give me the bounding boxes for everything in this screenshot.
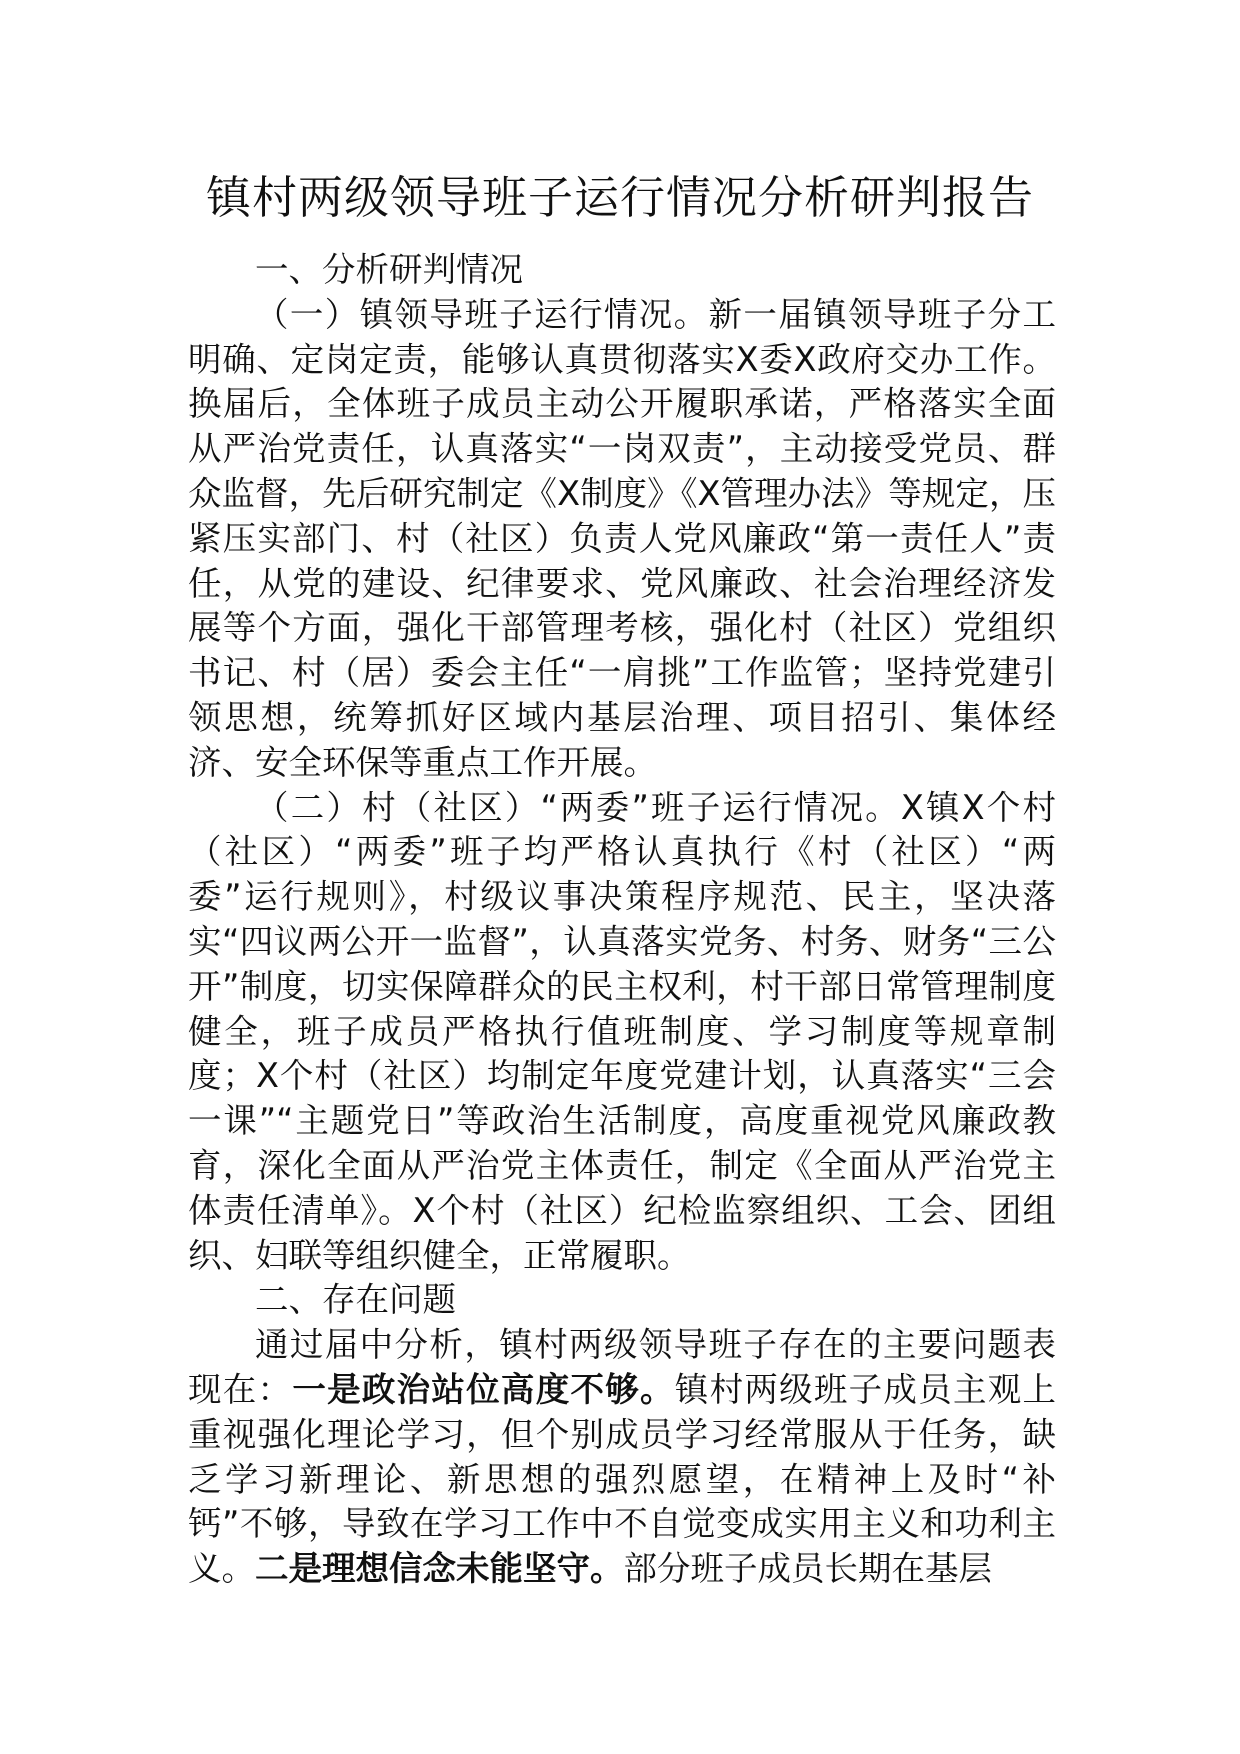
problem-2-text: 部分班子成员长期在基层 xyxy=(623,1549,992,1589)
problem-2-heading: 二是理想信念未能坚守。 xyxy=(255,1549,624,1589)
problems-intro: 通过届中分析，镇村两级领导班子存在的主要问题表现在： xyxy=(188,1325,1056,1409)
paragraph-problems xyxy=(188,1323,1056,1592)
document-body xyxy=(188,248,1056,1592)
section-heading-analysis: 一、分析研判情况 xyxy=(255,250,523,289)
document-title: 镇村两级领导班子运行情况分析研判报告 xyxy=(205,171,1034,224)
problem-1-heading: 一是政治站位高度不够。 xyxy=(292,1369,675,1409)
section-heading-problems: 二、存在问题 xyxy=(255,1280,456,1320)
paragraph-village-committees: （二）村（社区）“两委”班子运行情况。X镇X个村（社区）“两委”班子均严格认真执行《村（社区）“两委”运行规则》，村级议事决策程序规范、民主，坚决落实“四议两公开一监督”，认真落实党务、村务、财务“三公开”制度，切实保障群众的民主权利，村干部日常管理制度健全，班子成员严格执行值班制度、学习制度等规章制度；X个村（社区）均制定年度党建计划，认真落实“三会一课”“主题党日”等政治生活制度，高度重视党风廉政教育，深化全面从严治党主体责任，制定《全面从严治党主体责任清单》。X个村（社区）纪检监察组织、工会、团组织、妇联等组织健全，正常履职。 xyxy=(188,787,1056,1275)
paragraph-town-leadership: （一）镇领导班子运行情况。新一届镇领导班子分工明确、定岗定责，能够认真贯彻落实X委X政府交办工作。换届后，全体班子成员主动公开履职承诺，严格落实全面从严治党责任，认真落实“一岗双责”，主动接受党员、群众监督，先后研究制定《X制度》《X管理办法》等规定，压紧压实部门、村（社区）负责人党风廉政“第一责任人”责任，从党的建设、纪律要求、党风廉政、社会治理经济发展等个方面，强化干部管理考核，强化村（社区）党组织书记、村（居）委会主任“一肩挑”工作监管；坚持党建引领思想，统筹抓好区域内基层治理、项目招引、集体经济、安全环保等重点工作开展。 xyxy=(188,294,1056,782)
problem-1-text: 镇村两级班子成员主观上重视强化理论学习，但个别成员学习经常服从于任务，缺乏学习新理论、新思想的强烈愿望，在精神上及时“补钙”不够，导致在学习工作中不自觉变成实用主义和功利主义。 xyxy=(188,1369,1057,1589)
